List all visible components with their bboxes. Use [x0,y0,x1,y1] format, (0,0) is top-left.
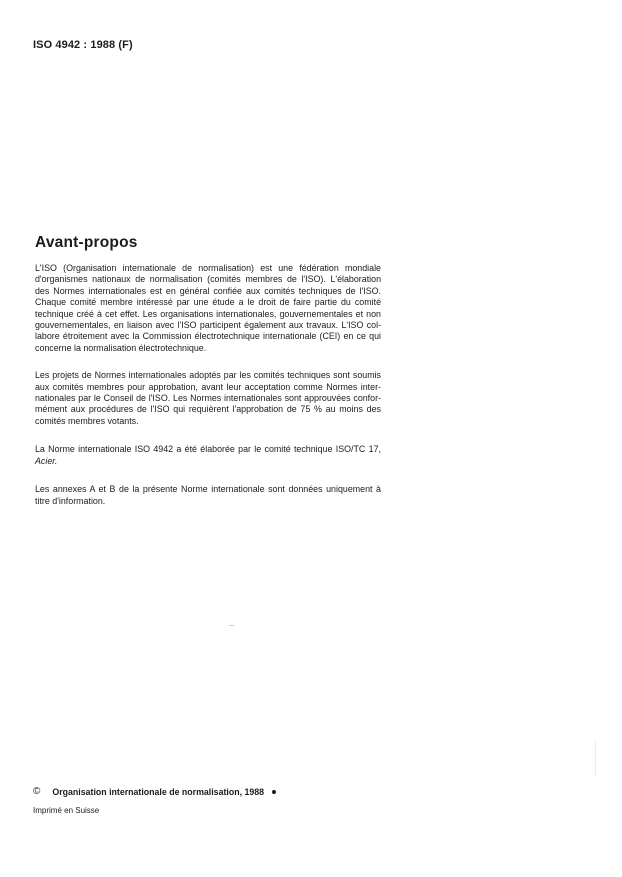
scan-speck [229,625,234,626]
text-line: d'organismes nationaux de normalisation (comités membres de l'ISO). L'élaboration [35,274,381,285]
copyright-symbol: © [33,786,41,797]
text-line: nationales par le Conseil de l'ISO. Les Normes internationales sont approuvées confor- [35,393,381,404]
text-line: des Normes internationales est en général confiée aux comités techniques de l'ISO. [35,285,381,296]
text-line: La Norme internationale ISO 4942 a été élaborée par le comité technique ISO/TC 17, [35,444,381,455]
text-line: Les annexes A et B de la présente Norme internationale sont données uniquement à [35,484,381,495]
paragraph-iso-description [35,263,381,354]
text-line: concerne la normalisation électrotechnique. [35,342,207,353]
text-line: Chaque comité membre intéressé par une étude a le droit de faire partie du comité [35,297,381,308]
text-line: technique créé à cet effet. Les organisations internationales, gouvernementales et non [35,308,381,319]
paragraph-committee [35,444,381,467]
text-line: gouvernementales, en liaison avec l'ISO participent également aux travaux. L'ISO col- [35,320,381,331]
scan-speck [595,740,596,776]
committee-name: Acier. [35,455,58,466]
text-line: aux comités membres pour approbation, avant leur acceptation comme Normes inter- [35,381,381,392]
copyright-line [33,786,276,797]
text-line: labore étroitement avec la Commission électrotechnique internationale (CEI) en ce qui [35,331,381,342]
text-line: L'ISO (Organisation internationale de normalisation) est une fédération mondiale [35,263,381,273]
foreword-body [35,263,381,523]
bullet-dot [272,790,276,794]
text-line: comités membres votants. [35,415,139,426]
document-identifier: ISO 4942 : 1988 (F) [33,39,133,51]
copyright-text: Organisation internationale de normalisation, 1988 [52,786,265,797]
paragraph-approval-process [35,370,381,427]
section-title: Avant-propos [35,234,138,251]
paragraph-annexes [35,484,381,507]
text-line: titre d'information. [35,495,106,506]
text-line-italic [35,456,381,467]
text-line: Les projets de Normes internationales adoptés par les comités techniques sont soumis [35,370,381,381]
printed-in: Imprimé en Suisse [33,806,100,815]
text-line: mément aux procédures de l'ISO qui requièrent l'approbation de 75 % au moins des [35,404,381,415]
